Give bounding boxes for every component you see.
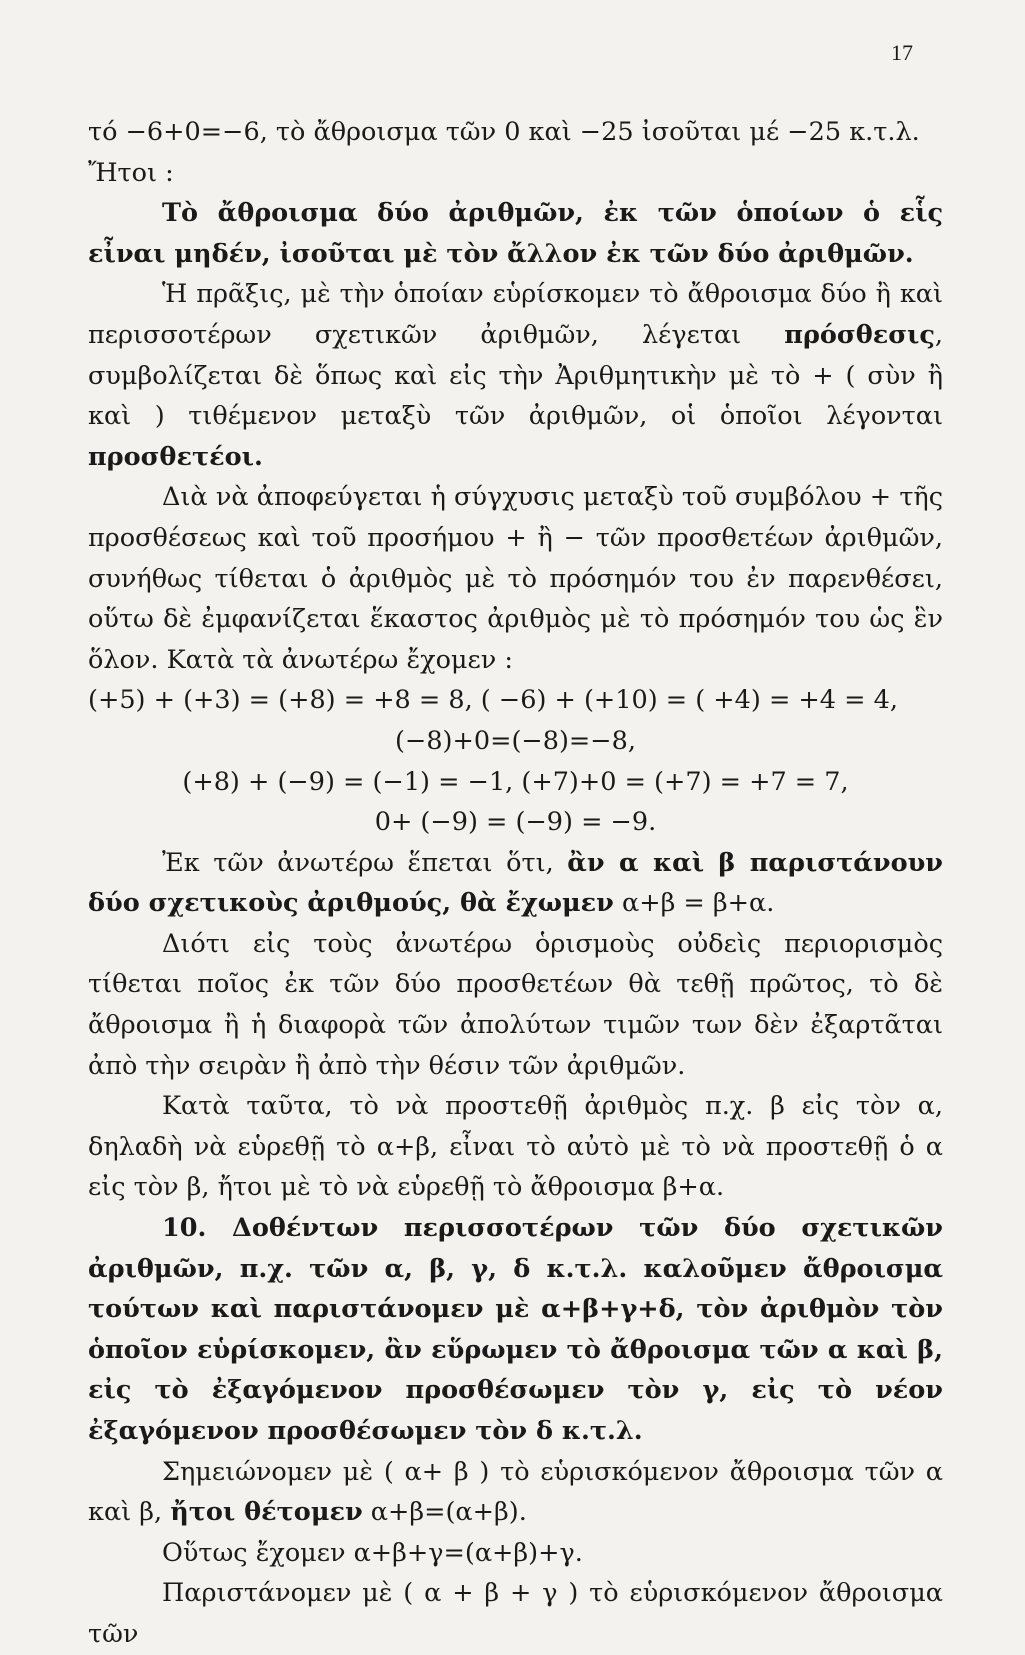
text-run: Σημειώνομεν μὲ ( α+ β ) τὸ εὑρισκόμενον ἄθροισμα τῶν α καὶ β,	[88, 1456, 943, 1528]
equation-line-3: (+8) + (−9) = (−1) = −1, (+7)+0 = (+7) = +7 = 7,	[182, 766, 849, 797]
paragraph-three-terms: Οὕτως ἔχομεν α+β+γ=(α+β)+γ.	[162, 1537, 583, 1568]
equation-line-1: (+5) + (+3) = (+8) = +8 = 8, ( −6) + (+10) = ( +4) = +4 = 4,	[88, 685, 898, 716]
paragraph-justification: Διότι εἰς τοὺς ἀνωτέρω ὁρισμοὺς οὐδεὶς περιορισμὸς τίθεται ποῖος ἐκ τῶν δύο προσθετέων θὰ τεθῇ πρῶτος, τὸ δὲ ἄθροισμα ἢ ἡ διαφορὰ τῶν ἀπολύτων τιμῶν των δὲν ἐξαρτᾶται ἀπὸ τὴν σειρὰν ἢ ἀπὸ τὴν θέσιν τῶν ἀριθμῶν.	[88, 928, 943, 1081]
section-10	[88, 1208, 943, 1452]
term-prosthetoi: προσθετέοι.	[88, 441, 263, 472]
text-run: Ἡ πρᾶξις, μὲ τὴν ὁποίαν εὑρίσκομεν τὸ ἄθροισμα δύο ἢ καὶ περισσοτέρων σχετικῶν ἀριθμῶν, λέγεται	[88, 279, 943, 350]
paragraph-parentheses-notation: Διὰ νὰ ἀποφεύγεται ἡ σύγχυσις μεταξὺ τοῦ συμβόλου + τῆς προσθέσεως καὶ τοῦ προσήμου + ἢ − τῶν προσθετέων ἀριθμῶν, συνήθως τίθεται ὁ ἀριθμὸς μὲ τὸ πρόσημόν του ἐν παρενθέσει, οὕτω δὲ ἐμφανίζεται ἕκαστος ἀριθμὸς μὲ τὸ πρόσημόν του ὡς ἓν ὅλον. Κατὰ τὰ ἀνωτέρω ἔχομεν :	[88, 482, 943, 675]
commutative-statement: ἂν α καὶ β παριστάνουν δύο σχετικοὺς ἀριθμούς, θὰ ἔχωμεν	[88, 847, 943, 919]
paragraph-consequence: Κατὰ ταῦτα, τὸ νὰ προστεθῇ ἀριθμὸς π.χ. β εἰς τὸν α, δηλαδὴ νὰ εὑρεθῇ τὸ α+β, εἶναι τὸ αὐτὸ μὲ τὸ νὰ προστεθῇ ὁ α εἰς τὸν β, ἤτοι μὲ τὸ νὰ εὑρεθῇ τὸ ἄθροισμα β+α.	[88, 1091, 943, 1203]
term-prosthesis: πρόσθεσις	[784, 319, 935, 350]
paragraph-intro-example: τό −6+0=−6, τὸ ἄθροισμα τῶν 0 καὶ −25 ἰσοῦται μέ −25 κ.τ.λ.	[88, 117, 920, 147]
term-thetomen: ἤτοι θέτομεν	[170, 1497, 363, 1528]
equation-line-2: (−8)+0=(−8)=−8,	[395, 725, 636, 756]
section-10-text: Δοθέντων περισσοτέρων τῶν δύο σχετικῶν ἀριθμῶν, π.χ. τῶν α, β, γ, δ κ.τ.λ. καλοῦμεν ἄθροισμα τούτων καὶ παριστάνομεν μὲ α+β+γ+δ, τὸν ἀριθμὸν τὸν ὁποῖον εὑρίσκομεν, ἂν εὕρωμεν τὸ ἄθροισμα τῶν α καὶ β, εἰς τὸ ἐξαγόμενον προσθέσωμεν τὸν γ, εἰς τὸ νέον ἐξαγόμενον προσθέσωμεν τὸν δ κ.τ.λ.	[88, 1213, 943, 1446]
text-run: α+β=(α+β).	[362, 1497, 527, 1528]
equation-line-4: 0+ (−9) = (−9) = −9.	[374, 807, 657, 838]
paragraph-commutative	[88, 843, 943, 924]
paragraph-addition-definition	[88, 274, 943, 477]
text-run: Ἐκ τῶν ἀνωτέρω ἕπεται ὅτι,	[162, 847, 568, 878]
text-run: , συμβολίζεται δὲ ὅπως καὶ εἰς τὴν Ἀριθμητικὴν μὲ τὸ + ( σὺν ἢ καὶ ) τιθέμενον μεταξὺ τῶν ἀριθμῶν, οἱ ὁποῖοι λέγονται	[88, 319, 943, 432]
paragraph-htoi: Ἤτοι :	[88, 157, 174, 188]
page-number: 17	[891, 40, 913, 65]
page-body	[88, 112, 943, 1655]
paragraph-continuation: Παριστάνομεν μὲ ( α + β + γ ) τὸ εὑρισκόμενον ἄθροισμα τῶν	[88, 1578, 943, 1649]
theorem-zero-sum: Τὸ ἄθροισμα δύο ἀριθμῶν, ἐκ τῶν ὁποίων ὁ εἷς εἶναι μηδέν, ἰσοῦται μὲ τὸν ἄλλον ἐκ τῶν δύο ἀριθμῶν.	[88, 198, 943, 269]
paragraph-notation-parentheses	[88, 1452, 943, 1533]
section-number: 10.	[162, 1213, 207, 1244]
text-run: α+β = β+α.	[613, 888, 775, 919]
